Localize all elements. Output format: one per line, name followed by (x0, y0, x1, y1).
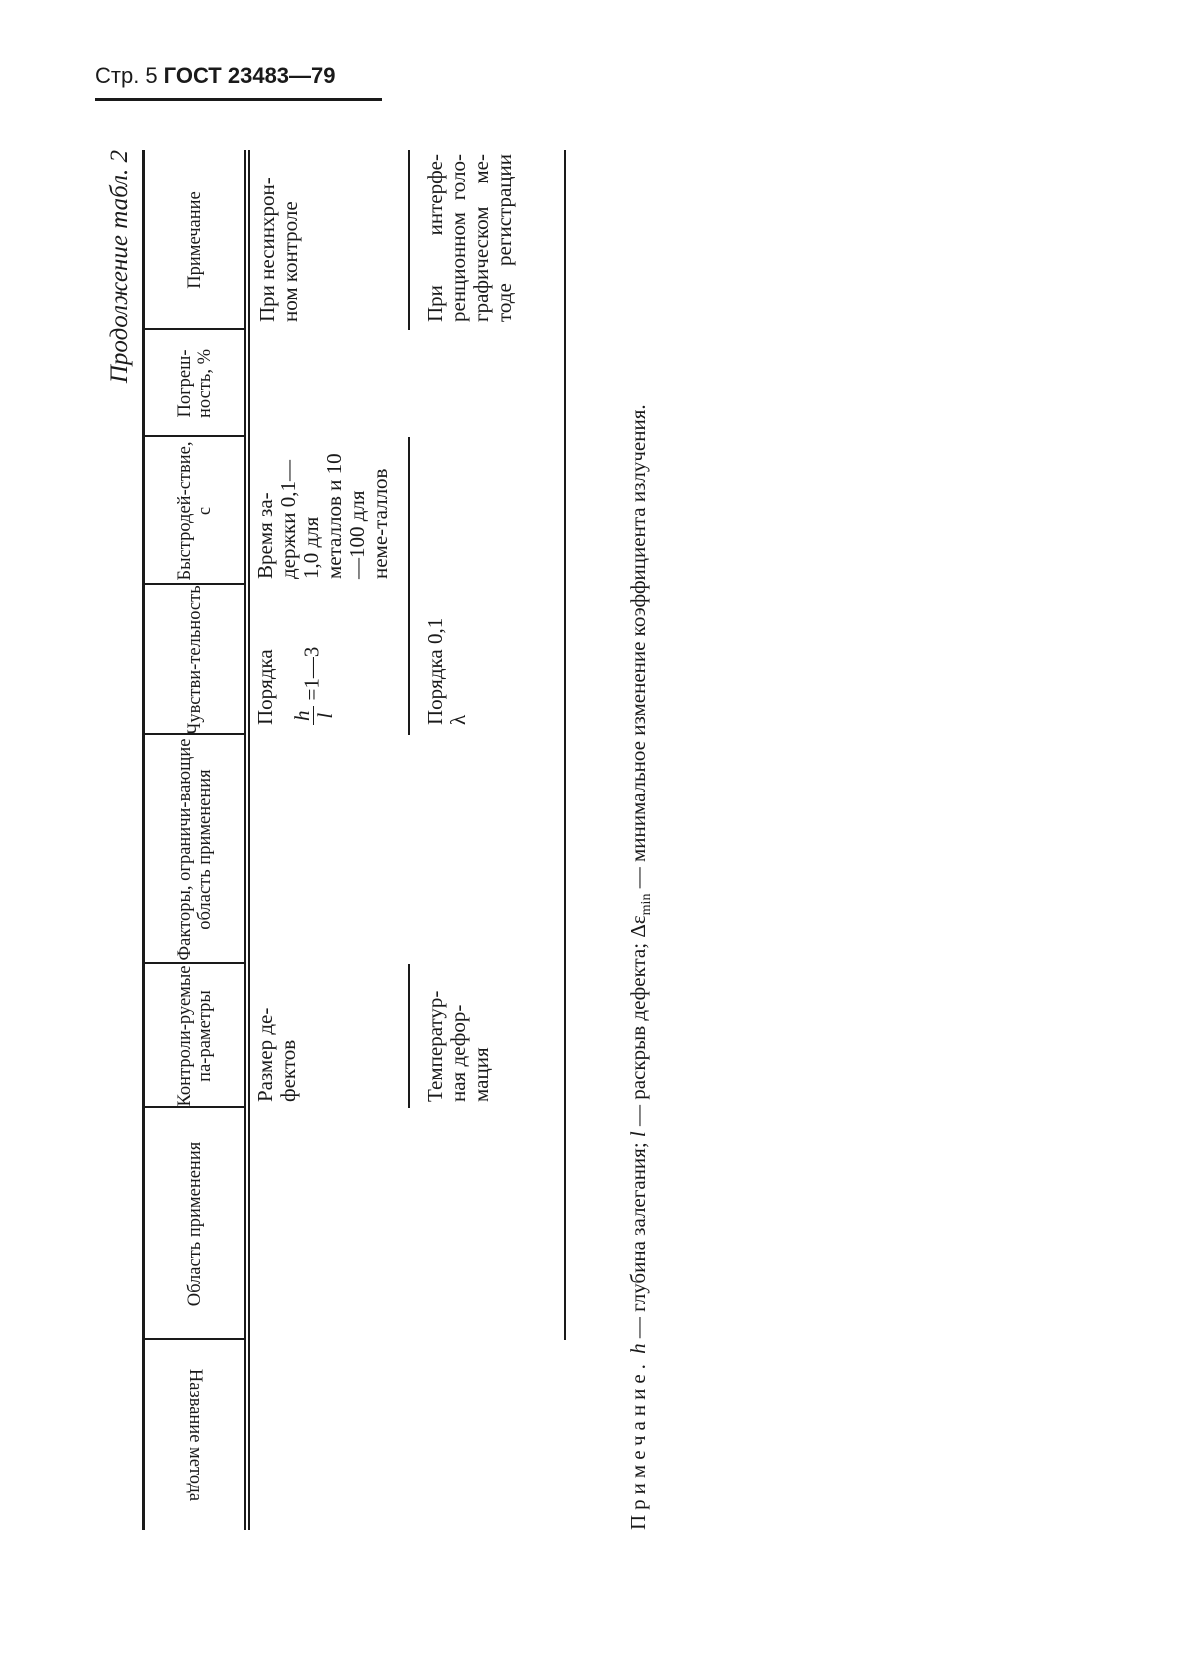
header-rule (95, 98, 382, 101)
continuation-title: Продолжение табл. 2 (106, 150, 133, 384)
col-header-parameters: Контроли-руемые па-раметры (175, 965, 215, 1107)
page-header (95, 63, 385, 89)
footnote-label: Примечание. (626, 1359, 650, 1530)
footnote-h: h (626, 1343, 650, 1354)
col-header-sensitivity: Чувстви-тельность (185, 585, 205, 735)
fraction-numerator: h (291, 707, 314, 726)
header-bottom-rule-double (248, 150, 250, 1530)
table-top-border (142, 150, 145, 1530)
row1-parameter: Размер де-фектов (253, 1007, 300, 1102)
row1-note: При несинхрон-ном контроле (255, 177, 302, 322)
h-over-l-fraction (291, 707, 336, 726)
row1-sensitivity-value: =1—3 (299, 646, 324, 701)
row1-sensitivity-formula (291, 587, 336, 725)
row1-speed: Время за-держки 0,1—1,0 для металлов и 10—100 для неме-таллов (253, 453, 392, 579)
table-bottom-rule (564, 150, 566, 1340)
footnote-l: l (626, 1131, 650, 1138)
row2-note: При интерфе-ренционном голо-графическом ме-тоде регистрации (423, 154, 516, 322)
footnote (626, 330, 659, 1530)
col-header-note: Примечание (185, 191, 205, 289)
row1-sensitivity-prefix: Порядка (253, 649, 277, 725)
col-header-speed: Быстродей-ствие, с (175, 441, 215, 581)
footnote-min-subscript: min (639, 893, 655, 916)
row2-sensitivity: Порядка 0,1 λ (423, 617, 470, 725)
row-divider-note (408, 150, 410, 330)
footnote-part-2: — глубина залегания; (626, 1137, 650, 1344)
col-header-factors: Факторы, ограничи-вающие область применения (175, 738, 215, 961)
col-header-method: Название метода (185, 1368, 205, 1502)
rotated-table-block (106, 150, 706, 1530)
standard-number: ГОСТ 23483—79 (163, 63, 336, 88)
row1-sensitivity (254, 587, 336, 725)
footnote-part-6: — минимальное изменение коэффициента излучения. (626, 404, 650, 894)
col-header-error: Погреш-ность, % (175, 349, 215, 419)
header-bottom-rule (244, 150, 246, 1530)
row-divider-speed (408, 437, 410, 585)
fraction-denominator: l (313, 712, 337, 719)
footnote-part-4: — раскрыв дефекта; Δε (626, 915, 650, 1132)
row2-parameter: Температур-ная дефор-мация (423, 990, 493, 1102)
row-divider-parameter (408, 964, 410, 1108)
row-divider-sensitivity (408, 585, 410, 735)
page-label: Стр. 5 (95, 63, 158, 88)
col-header-area: Область применения (185, 1141, 205, 1307)
